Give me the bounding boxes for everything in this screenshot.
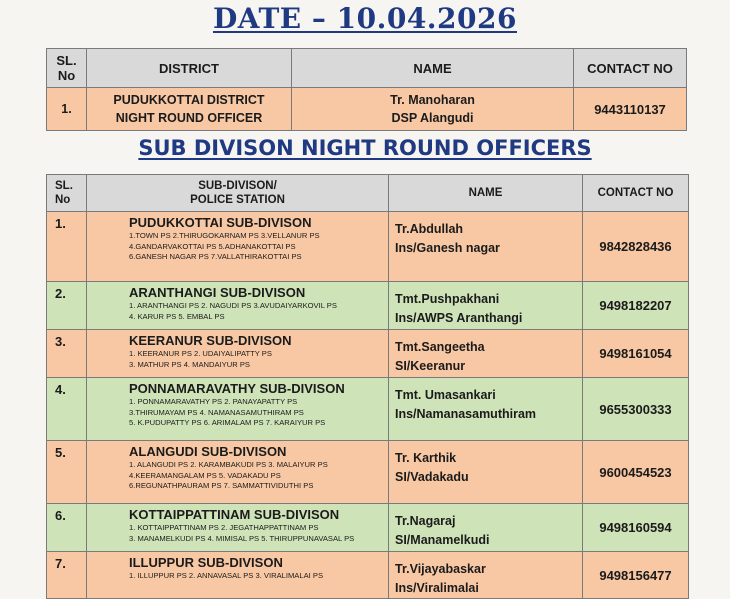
station-line: 1. PONNAMARAVATHY PS 2. PANAYAPATTY PS — [129, 397, 298, 406]
station-line: 1. KOTTAIPPATTINAM PS 2. JEGATHAPPATTINAM PS — [129, 523, 319, 532]
officer-designation: Ins/AWPS Aranthangi — [395, 311, 523, 325]
officer-cell — [389, 552, 583, 599]
header-contact: CONTACT NO — [574, 49, 687, 88]
division-cell — [87, 330, 389, 378]
header-slno: SL. No — [47, 175, 87, 212]
table-row — [47, 330, 689, 378]
table-row — [47, 441, 689, 504]
officer-designation: SI/Vadakadu — [395, 470, 469, 484]
station-line: 3. MANAMELKUDI PS 4. MIMISAL PS 5. THIRUPPUNAVASAL PS — [129, 533, 355, 543]
header-district: DISTRICT — [87, 49, 292, 88]
division-cell — [87, 282, 389, 330]
station-list — [87, 396, 388, 429]
station-list — [87, 570, 388, 582]
table-row — [47, 88, 687, 131]
header-division-line1: SUB-DIVISON/ — [198, 180, 277, 192]
contact-number: 9498182207 — [583, 282, 689, 330]
name-cell — [292, 88, 574, 131]
station-line: 1. ARANTHANGI PS 2. NAGUDI PS 3.AVUDAIYARKOVIL PS — [129, 301, 337, 310]
division-name: ALANGUDI SUB-DIVISON — [129, 444, 287, 459]
district-line2: NIGHT ROUND OFFICER — [115, 111, 263, 125]
officer-name: Tmt.Sangeetha — [395, 340, 485, 354]
row-slno: 6. — [47, 504, 87, 552]
station-line: 1. ALANGUDI PS 2. KARAMBAKUDI PS 3. MALAIYUR PS — [129, 460, 328, 469]
sub-division-title: SUB DIVISON NIGHT ROUND OFFICERS — [138, 136, 592, 160]
row-slno: 3. — [47, 330, 87, 378]
officer-designation: SI/Manamelkudi — [395, 533, 490, 547]
table-header-row — [47, 175, 689, 212]
officer-cell — [389, 378, 583, 441]
row-slno: 2. — [47, 282, 87, 330]
contact-number: 9655300333 — [583, 378, 689, 441]
officer-name: Tr. Karthik — [395, 451, 457, 465]
officer-name: Tr.Nagaraj — [395, 514, 456, 528]
officer-cell — [389, 330, 583, 378]
station-line: 5. K.PUDUPATTY PS 6. ARIMALAM PS 7. KARAIYUR PS — [129, 418, 326, 427]
station-list — [87, 459, 388, 492]
station-line: 3. MATHUR PS 4. MANDAIYUR PS — [129, 359, 250, 369]
row-slno: 4. — [47, 378, 87, 441]
table-header-row — [47, 49, 687, 88]
table-row — [47, 504, 689, 552]
sub-division-table — [46, 174, 689, 599]
district-officer-table — [46, 48, 687, 131]
sub-division-rows — [47, 212, 689, 599]
station-line: 4.GANDARVAKOTTAI PS 5.ADHANAKOTTAI PS — [129, 241, 296, 251]
table-row — [47, 282, 689, 330]
table-row — [47, 552, 689, 599]
contact-number: 9498156477 — [583, 552, 689, 599]
header-name: NAME — [389, 175, 583, 212]
contact-number: 9600454523 — [583, 441, 689, 504]
station-list — [87, 230, 388, 263]
officer-name: Tmt. Umasankari — [395, 388, 496, 402]
station-list — [87, 522, 388, 544]
contact-cell: 9443110137 — [574, 88, 687, 131]
officer-name: Tmt.Pushpakhani — [395, 292, 500, 306]
division-name: KEERANUR SUB-DIVISON — [129, 333, 292, 348]
row-slno: 1. — [47, 88, 87, 131]
station-list — [87, 348, 388, 370]
division-name: PONNAMARAVATHY SUB-DIVISON — [129, 381, 345, 396]
officer-cell — [389, 441, 583, 504]
name-line2: DSP Alangudi — [391, 111, 474, 125]
division-name: ILLUPPUR SUB-DIVISON — [129, 555, 283, 570]
officer-name: Tr.Vijayabaskar — [395, 562, 486, 576]
header-contact: CONTACT NO — [583, 175, 689, 212]
station-line: 1. ILLUPPUR PS 2. ANNAVASAL PS 3. VIRALIMALAI PS — [129, 571, 324, 580]
officer-designation: SI/Keeranur — [395, 359, 466, 373]
division-name: ARANTHANGI SUB-DIVISON — [129, 285, 306, 300]
date-title: DATE – 10.04.2026 — [212, 2, 517, 35]
contact-number: 9498161054 — [583, 330, 689, 378]
officer-cell — [389, 282, 583, 330]
row-slno: 7. — [47, 552, 87, 599]
contact-number: 9842828436 — [583, 212, 689, 282]
header-name: NAME — [292, 49, 574, 88]
station-line: 1.TOWN PS 2.THIRUGOKARNAM PS 3.VELLANUR PS — [129, 231, 320, 240]
division-cell — [87, 378, 389, 441]
station-line: 6.REGUNATHPAURAM PS 7. SAMMATTIVIDUTHI PS — [129, 481, 314, 490]
division-cell — [87, 441, 389, 504]
header-slno: SL. No — [47, 49, 87, 88]
division-cell — [87, 552, 389, 599]
row-slno: 1. — [47, 212, 87, 282]
officer-cell — [389, 212, 583, 282]
division-cell — [87, 504, 389, 552]
header-division-line2: POLICE STATION — [190, 194, 285, 206]
district-cell — [87, 88, 292, 131]
officer-designation: Ins/Namanasamuthiram — [395, 407, 537, 421]
station-line: 3.THIRUMAYAM PS 4. NAMANASAMUTHIRAM PS — [129, 407, 304, 417]
table-row — [47, 378, 689, 441]
division-cell — [87, 212, 389, 282]
row-slno: 5. — [47, 441, 87, 504]
officer-designation: Ins/Ganesh nagar — [395, 241, 500, 255]
officer-cell — [389, 504, 583, 552]
division-name: KOTTAIPPATTINAM SUB-DIVISON — [129, 507, 340, 522]
station-line: 4.KEERAMANGALAM PS 5. VADAKADU PS — [129, 470, 281, 480]
district-line1: PUDUKKOTTAI DISTRICT — [113, 93, 265, 107]
station-list — [87, 300, 388, 322]
station-line: 1. KEERANUR PS 2. UDAIYALIPATTY PS — [129, 349, 272, 358]
header-division — [87, 175, 389, 212]
officer-name: Tr.Abdullah — [395, 222, 464, 236]
contact-number: 9498160594 — [583, 504, 689, 552]
division-name: PUDUKKOTTAI SUB-DIVISON — [129, 215, 312, 230]
name-line1: Tr. Manoharan — [390, 93, 475, 107]
table-row — [47, 212, 689, 282]
station-line: 4. KARUR PS 5. EMBAL PS — [129, 311, 225, 321]
officer-designation: Ins/Viralimalai — [395, 581, 479, 595]
station-line: 6.GANESH NAGAR PS 7.VALLATHIRAKOTTAI PS — [129, 252, 302, 261]
